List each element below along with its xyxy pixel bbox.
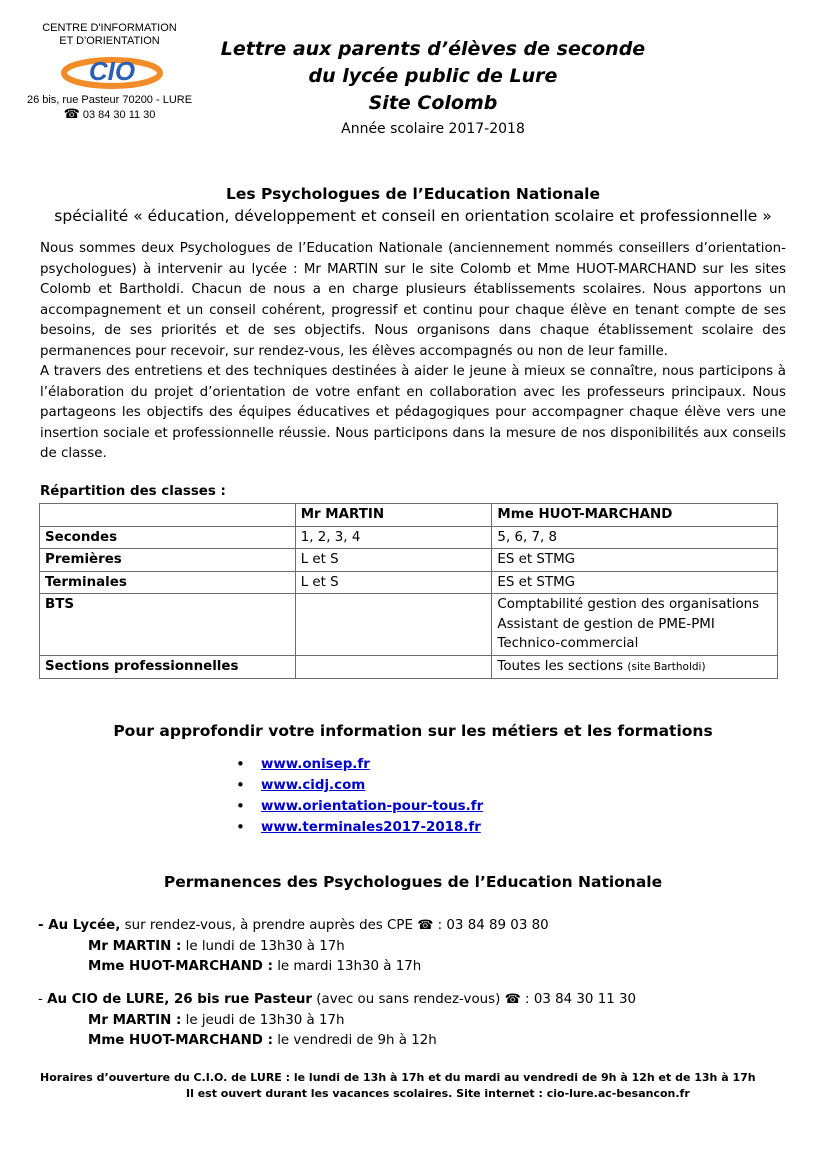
list-item [236,796,483,817]
row-label: BTS [40,594,296,656]
cio-address: 26 bis, rue Pasteur 70200 - LURE [26,94,193,106]
link-terminales[interactable]: www.terminales2017-2018.fr [261,820,481,835]
martin-cell: L et S [295,571,492,594]
huot-time: le vendredi de 9h à 12h [272,1033,437,1048]
bts-item: Assistant de gestion de PME-PMI [497,616,715,632]
cio-line [38,990,636,1011]
intro-paragraph: Nous sommes deux Psychologues de l’Education Nationale (anciennement nommés conseillers d’orientation-psychologues) à intervenir au lycée : Mr MARTIN sur le site Colomb et Mme HUOT-MARCHAND sur les sites Colomb et Bartholdi. Chacun de nous a en charge plusieurs établissements scolaires. Nous apportons un accompagnement et un conseil cohérent, progressif et continu pour chaque élève en tenant compte de ses besoins, de ses priorités et de ses objectifs. Nous organisons dans chaque établissement scolaire des permanences pour recevoir, sur rendez-vous, les élèves accompagnés ou non de leur famille. [40,241,786,359]
footer-website: Il est ouvert durant les vacances scolaires. Site internet : cio-lure.ac-besancon.fr [186,1087,690,1100]
cio-prefix: - [38,992,48,1007]
martin-cell [295,655,492,679]
link-cidj[interactable]: www.cidj.com [261,778,366,793]
martin-cell: L et S [295,549,492,572]
huot-cell [492,594,778,656]
huot-cell [492,655,778,679]
row-label: Sections professionnelles [40,655,296,679]
psychologues-heading: Les Psychologues de l’Education Nationale [225,185,601,203]
repartition-table [39,503,778,679]
cio-header [22,22,197,122]
lycee-martin [38,937,549,958]
footer-hours: Horaires d’ouverture du C.I.O. de LURE : le lundi de 13h à 17h et du mardi au vendredi de 9h à 12h et de 13h à 17h [40,1071,756,1084]
svg-text:CIO: CIO [88,56,135,86]
links-list [236,754,483,838]
org-name-line2: ET D'ORIENTATION [59,35,160,47]
martin-cell [295,594,492,656]
table-header-row [40,504,778,527]
link-orientation-pour-tous[interactable]: www.orientation-pour-tous.fr [261,799,484,814]
table-header-cell: Mr MARTIN [295,504,492,527]
martin-cell: 1, 2, 3, 4 [295,526,492,549]
martin-time: le lundi de 13h30 à 17h [181,938,345,954]
huot-label: Mme HUOT-MARCHAND : [88,1033,273,1048]
role-paragraph: A travers des entretiens et des techniques destinées à aider le jeune à mieux se connaître, nous participons à l’élaboration du projet d’orientation de votre enfant en collaboration avec les professeurs principaux. Nous partageons les objectifs des équipes éducatives et pédagogiques pour accompagner chaque élève vers une insertion sociale et professionnelle réussie. Nous participons dans la mesure de nos disponibilités aux conseils de classe. [40,364,786,461]
list-item [236,775,483,796]
cio-phone-perm: : 03 84 30 11 30 [520,992,637,1007]
table-row [40,549,778,572]
phone-icon: ☎ [417,918,434,933]
cio-huot [38,1031,636,1052]
title-line-1: Lettre aux parents d’élèves de seconde [220,38,646,60]
cio-text: (avec ou sans rendez-vous) [312,992,505,1007]
title-line-3: Site Colomb [368,92,498,114]
lycee-phone: : 03 84 89 03 80 [433,918,549,933]
list-item [236,817,483,838]
table-row [40,655,778,679]
repartition-label: Répartition des classes : [40,484,226,499]
permanence-lycee [38,916,549,978]
lycee-huot [38,957,549,978]
speciality-subheading: spécialité « éducation, développement et conseil en orientation scolaire et professionnelle » [54,207,772,225]
huot-time: le mardi 13h30 à 17h [272,959,422,974]
row-label: Secondes [40,526,296,549]
cio-martin [38,1011,636,1032]
lycee-text: sur rendez-vous, à prendre auprès des CPE [120,918,418,933]
opening-hours-footer [40,1070,800,1102]
permanence-cio [38,990,636,1052]
information-heading: Pour approfondir votre information sur les métiers et les formations [113,722,713,740]
table-header-cell: Mme HUOT-MARCHAND [492,504,778,527]
school-year: Année scolaire 2017-2018 [341,121,525,137]
cio-place: Au CIO de LURE, 26 bis rue Pasteur [47,992,313,1007]
huot-cell: ES et STMG [492,549,778,572]
lycee-line [38,916,549,937]
phone-icon: ☎ [63,106,80,121]
title-line-2: du lycée public de Lure [308,65,558,87]
letter-title [200,36,666,139]
martin-label: Mr MARTIN : [88,938,182,954]
lycee-place: Au Lycée, [48,918,121,933]
sections-main: Toutes les sections [497,658,624,674]
bts-item: Technico-commercial [497,636,639,651]
lycee-prefix: - [38,918,49,933]
list-item [236,754,483,775]
martin-label: Mr MARTIN : [88,1012,182,1028]
link-onisep[interactable]: www.onisep.fr [261,757,370,772]
bts-item: Comptabilité gestion des organisations [497,597,760,612]
huot-label: Mme HUOT-MARCHAND : [88,959,273,974]
sections-note: (site Bartholdi) [627,660,706,673]
huot-cell: 5, 6, 7, 8 [492,526,778,549]
org-name-line1: CENTRE D'INFORMATION [42,22,177,34]
row-label: Premières [40,549,296,572]
table-row [40,594,778,656]
huot-cell: ES et STMG [492,571,778,594]
cio-phone-number: 03 84 30 11 30 [82,109,156,121]
row-label: Terminales [40,571,296,594]
table-row [40,571,778,594]
cio-logo [50,49,170,89]
cio-phone [22,107,197,122]
permanences-heading: Permanences des Psychologues de l’Education Nationale [163,873,663,891]
martin-time: le jeudi de 13h30 à 17h [181,1012,345,1028]
table-row [40,526,778,549]
phone-icon: ☎ [504,992,521,1007]
table-header-cell [40,504,296,527]
